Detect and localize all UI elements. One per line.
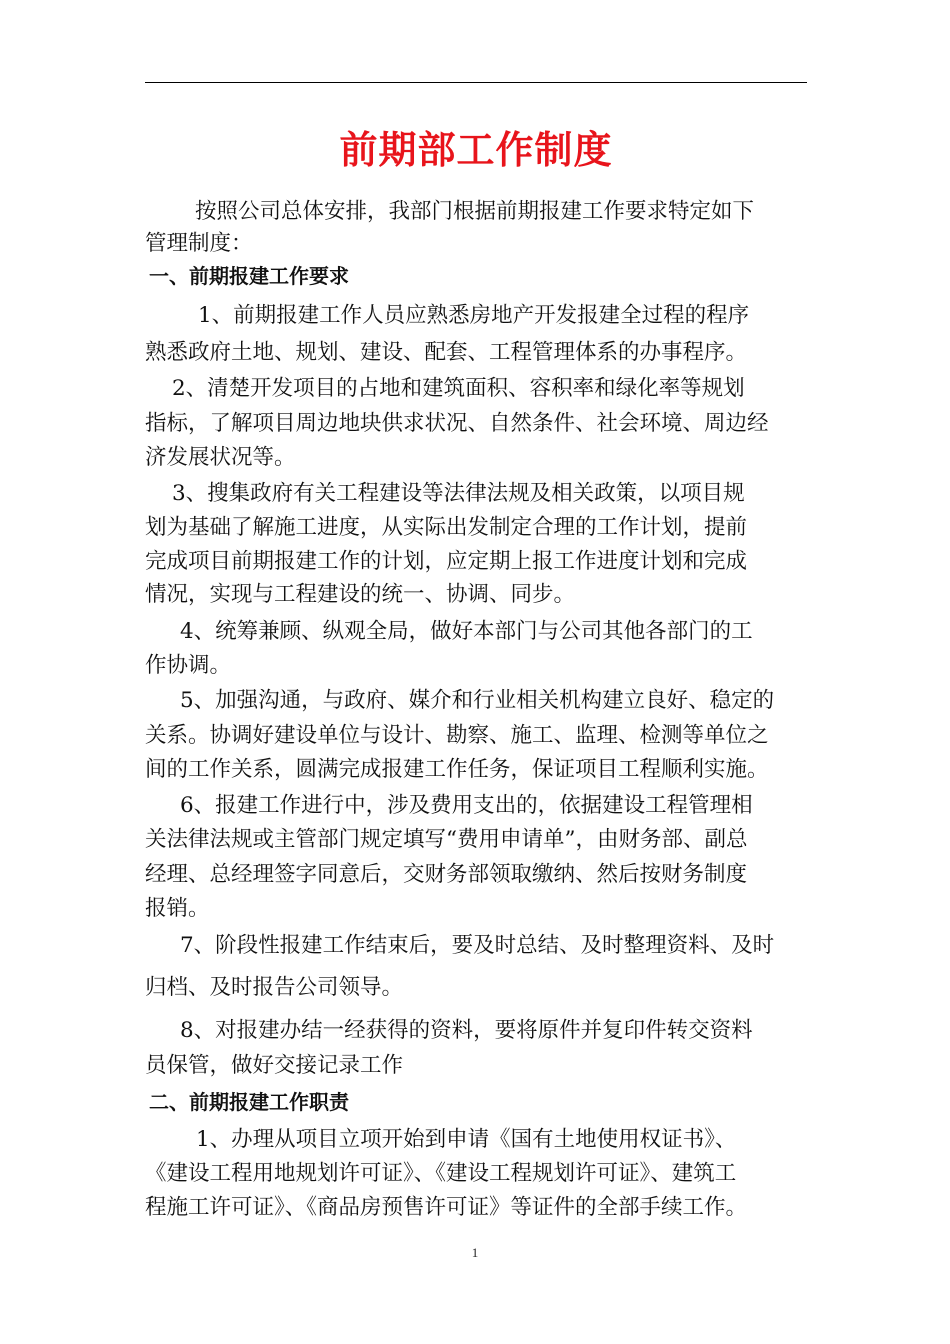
paragraph-line: 情况，实现与工程建设的统一、协调、同步。 [145,582,576,607]
paragraph-line: 间的工作关系，圆满完成报建工作任务，保证项目工程顺利实施。 [145,757,769,782]
paragraph-line: 关法律法规或主管部门规定填写“费用申请单”，由财务部、副总 [145,827,748,852]
paragraph-line: 划为基础了解施工进度，从实际出发制定合理的工作计划，提前 [145,515,748,540]
paragraph-line: 完成项目前期报建工作的计划，应定期上报工作进度计划和完成 [145,549,748,574]
paragraph-line: 熟悉政府土地、规划、建设、配套、工程管理体系的办事程序。 [145,340,748,365]
paragraph-line: 3、搜集政府有关工程建设等法律法规及相关政策，以项目规 [172,481,745,506]
intro-line: 按照公司总体安排，我部门根据前期报建工作要求特定如下 [195,199,755,224]
paragraph-line: 1、办理从项目立项开始到申请《国有土地使用权证书》、 [196,1127,737,1152]
header-rule [145,82,807,83]
paragraph-line: 7、阶段性报建工作结束后，要及时总结、及时整理资料、及时 [180,933,775,958]
paragraph-line: 作协调。 [145,653,232,678]
paragraph-line: 1、前期报建工作人员应熟悉房地产开发报建全过程的程序 [198,303,750,328]
paragraph-line: 程施工许可证》、《商品房预售许可证》等证件的全部手续工作。 [145,1195,748,1220]
page-title: 前期部工作制度 [339,128,613,172]
paragraph-line: 指标，了解项目周边地块供求状况、自然条件、社会环境、周边经 [145,411,769,436]
intro-line: 管理制度： [145,231,253,256]
paragraph-line: 报销。 [145,896,210,921]
section-heading: 二、前期报建工作职责 [149,1090,349,1114]
paragraph-line: 归档、及时报告公司领导。 [145,975,404,1000]
paragraph-line: 《建设工程用地规划许可证》、《建设工程规划许可证》、建筑工 [145,1161,737,1186]
page-number: 1 [471,1245,479,1260]
paragraph-line: 2、清楚开发项目的占地和建筑面积、容积率和绿化率等规划 [172,376,745,401]
paragraph-line: 5、加强沟通，与政府、媒介和行业相关机构建立良好、稳定的 [180,688,775,713]
section-heading: 一、前期报建工作要求 [149,264,349,288]
paragraph-line: 6、报建工作进行中，涉及费用支出的，依据建设工程管理相 [180,793,753,818]
paragraph-line: 关系。协调好建设单位与设计、勘察、施工、监理、检测等单位之 [145,723,769,748]
paragraph-line: 8、对报建办结一经获得的资料，要将原件并复印件转交资料 [180,1018,753,1043]
paragraph-line: 4、统筹兼顾、纵观全局，做好本部门与公司其他各部门的工 [180,619,753,644]
paragraph-line: 员保管，做好交接记录工作 [145,1053,404,1078]
paragraph-line: 济发展状况等。 [145,445,296,470]
paragraph-line: 经理、总经理签字同意后，交财务部领取缴纳、然后按财务制度 [145,862,748,887]
